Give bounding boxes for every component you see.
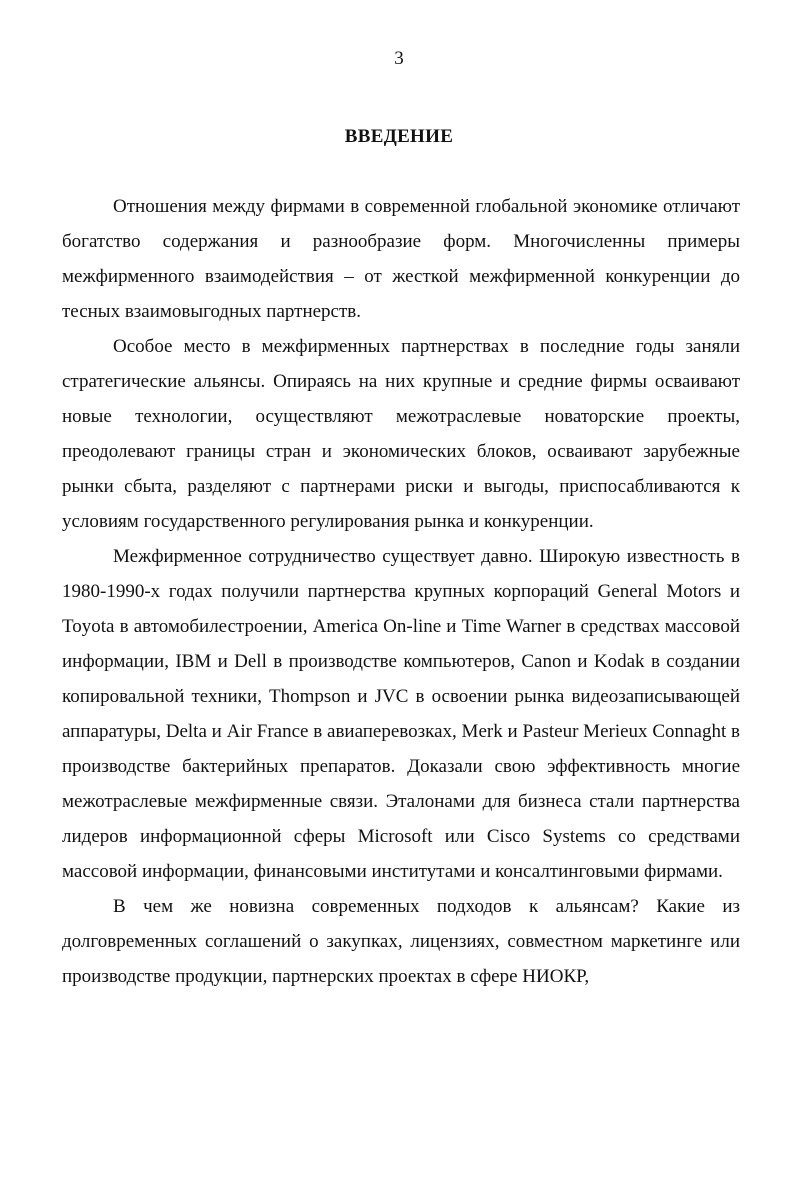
- body-text: [62, 189, 740, 994]
- paragraph-3: Межфирменное сотрудничество существует давно. Широкую известность в 1980-1990-х годах получили партнерства крупных корпораций General Motors и Toyota в автомобилестроении, America On-line и Time Warner в средствах массовой информации, IBM и Dell в производстве компьютеров, Canon и Kodak в создании копировальной техники, Thompson и JVC в освоении рынка видеозаписывающей аппаратуры, Delta и Air France в авиаперевозках, Merk и Pasteur Merieux Connaght в производстве бактерийных препаратов. Доказали свою эффективность многие межотраслевые межфирменные связи. Эталонами для бизнеса стали партнерства лидеров информационной сферы Microsoft или Cisco Systems со средствами массовой информации, финансовыми институтами и консалтинговыми фирмами.: [62, 546, 740, 882]
- page-number: 3: [394, 48, 404, 69]
- paragraph-4: В чем же новизна современных подходов к альянсам? Какие из долговременных соглашений о закупках, лицензиях, совместном маркетинге или производстве продукции, партнерских проектах в сфере НИОКР,: [62, 896, 740, 987]
- paragraph-2: Особое место в межфирменных партнерствах в последние годы заняли стратегические альянсы. Опираясь на них крупные и средние фирмы осваивают новые технологии, осуществляют межотраслевые новаторские проекты, преодолевают границы стран и экономических блоков, осваивают зарубежные рынки сбыта, разделяют с партнерами риски и выгоды, приспосабливаются к условиям государственного регулирования рынка и конкуренции.: [62, 336, 740, 532]
- section-title: ВВЕДЕНИЕ: [344, 126, 454, 147]
- paragraph-1: Отношения между фирмами в современной глобальной экономике отличают богатство содержания и разнообразие форм. Многочисленны примеры межфирменного взаимодействия – от жесткой межфирменной конкуренции до тесных взаимовыгодных партнерств.: [62, 196, 740, 322]
